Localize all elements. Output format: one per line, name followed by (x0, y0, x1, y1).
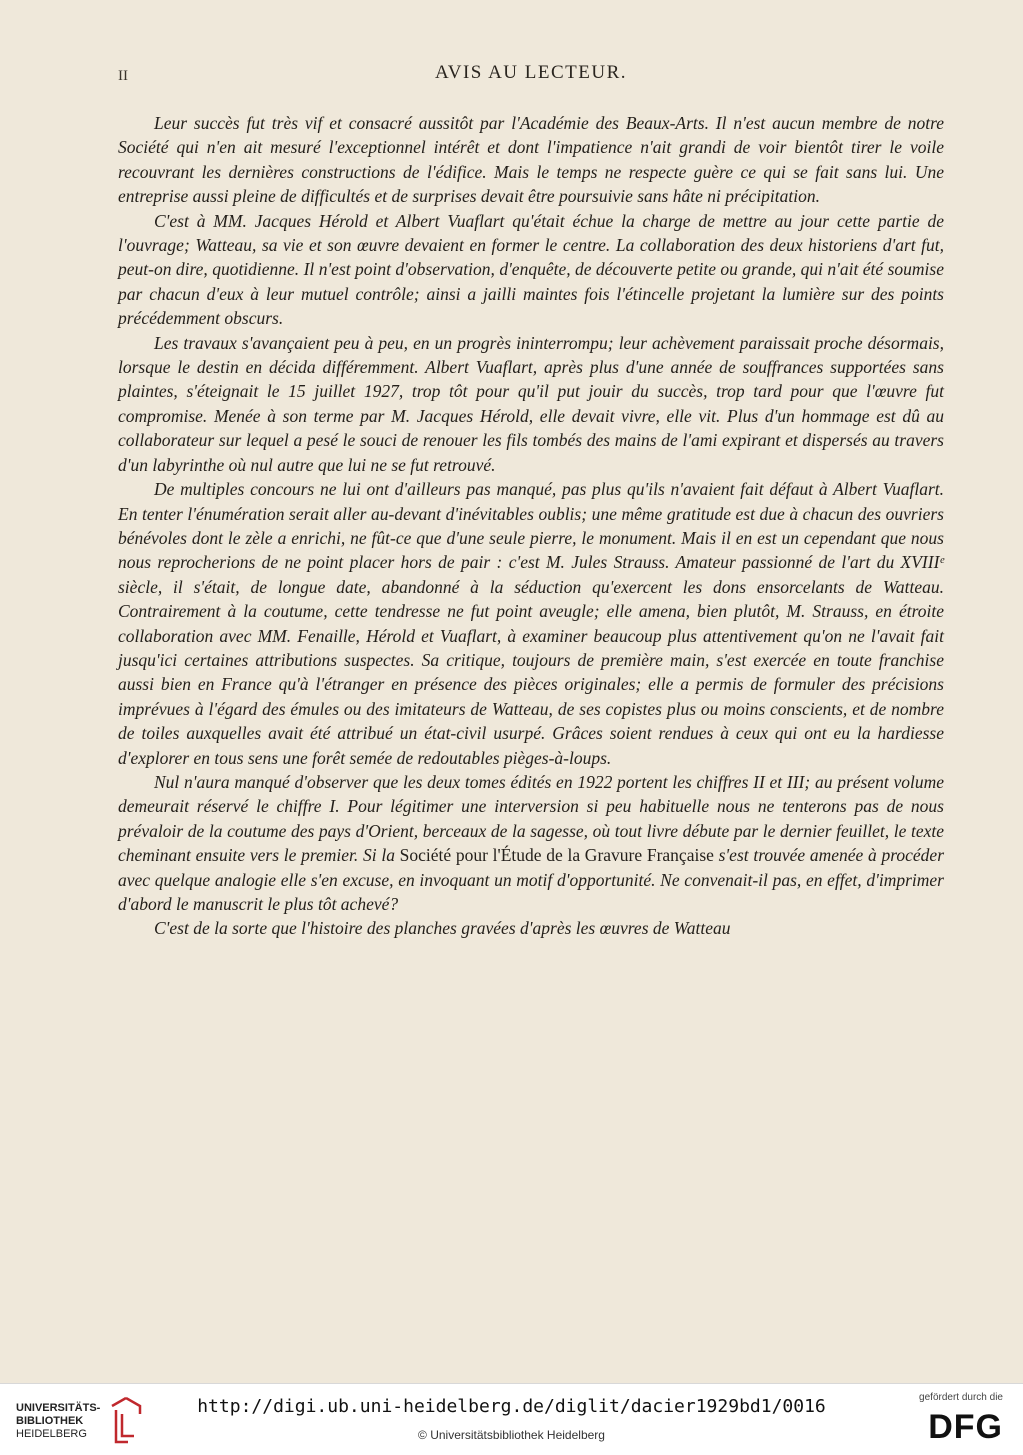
running-head (118, 62, 944, 92)
page-title: AVIS AU LECTEUR. (434, 62, 628, 83)
dfg-logo: DFG (928, 1408, 1003, 1446)
library-name-line1: UNIVERSITÄTS- (16, 1402, 101, 1414)
viewer-footer (0, 1383, 1023, 1455)
paragraph-1: Leur succès fut très vif et consacré aussitôt par l'Académie des Beaux-Arts. Il n'est aucun membre de notre Société qui n'en ait mesuré l'exceptionnel intérêt et dont l'impatience n'ait grandi de voir bientôt tirer le voile recouvrant les dernières constructions de l'édifice. Mais le temps ne respecte guère ce qui se fait sans lui. Une entreprise aussi pleine de difficultés et de surprises devait être poursuivie sans hâte ni précipitation. (118, 113, 944, 207)
paragraph-4: De multiples concours ne lui ont d'ailleurs pas manqué, pas plus qu'ils n'avaient fait défaut à Albert Vuaflart. En tenter l'énumération serait aller au-devant d'inévitables oublis; une même gratitude est due à chacun des ouvriers bénévoles dont le zèle a enrichi, ne fût-ce que d'une seule pierre, le monument. Mais il en est un cependant que nous nous reprocherions de ne point placer hors de pair : c'est M. Jules Strauss. Amateur passionné de l'art du XVIIIᵉ siècle, il s'était, de longue date, abandonné à la séduction qu'exercent les dons ensorcelants de Watteau. Contrairement à la coutume, cette tendresse ne fut point aveugle; elle amena, bien plutôt, M. Strauss, en étroite collaboration avec MM. Fenaille, Hérold et Vuaflart, à examiner beaucoup plus attentivement qu'on ne l'avait fait jusqu'ici certaines attributions suspectes. Sa critique, toujours de première main, s'est exercée en toute franchise aussi bien en France qu'à l'étranger en présence des pièces originales; elle a permis de formuler des précisions imprévues à l'égard des émules ou des imitateurs de Watteau, de ses copistes plus ou moins conscients, et de nombre de toiles auxquelles avait été attribué un état-civil usurpé. Grâces soient rendues à ceux qui ont eu la hardiesse d'explorer en tous sens une forêt semée de redoutables pièges-à-loups. (118, 479, 944, 768)
body-text (118, 111, 944, 941)
paragraph-2: C'est à MM. Jacques Hérold et Albert Vuaflart qu'était échue la charge de mettre au jour cette partie de l'ouvrage; Watteau, sa vie et son œuvre devaient en former le centre. La collaboration des deux historiens d'art fut, peut-on dire, quotidienne. Il n'est point d'observation, d'enquête, de découverte petite ou grande, qui n'ait été soumise par chacun d'eux à leur mutuel contrôle; ainsi a jailli maintes fois l'étincelle projetant la lumière sur des points précédemment obscurs. (118, 210, 944, 329)
paragraph-5-end: s'est trouvée amenée à procéder avec quelque analogie elle s'en excuse, en invoquant un motif d'opportunité. Ne convenait-il pas, en effet, d'imprimer d'abord le manuscrit le plus tôt achevé? (118, 845, 945, 914)
page-number: II (118, 68, 128, 84)
library-name-line2: BIBLIOTHEK (16, 1415, 84, 1427)
paragraph-5 (118, 770, 944, 916)
paragraph-3: Les travaux s'avançaient peu à peu, en un progrès ininterrompu; leur achèvement paraissait proche désormais, lorsque le destin en décida différemment. Albert Vuaflart, après plus d'une année de souffrances supportées sans plaintes, s'éteignait le 15 juillet 1927, trop tôt pour qu'il put jouir du succès, trop tard pour que l'œuvre fut compromise. Menée à son terme par M. Jacques Hérold, elle devait vivre, elle vit. Plus d'un hommage est dû au collaborateur sur lequel a pesé le souci de renouer les fils tombés des mains de l'ami expirant et dispersés au travers d'un labyrinthe où nul autre que lui ne se fut retrouvé. (118, 332, 944, 475)
society-name: Société pour l'Étude de la Gravure Française (399, 845, 714, 866)
permalink-url[interactable]: http://digi.ub.uni-heidelberg.de/diglit/dacier1929bd1/0016 (197, 1396, 826, 1417)
paragraph-6: C'est de la sorte que l'histoire des planches gravées d'après les œuvres de Watteau (154, 918, 731, 939)
library-name-line3: HEIDELBERG (16, 1428, 87, 1440)
copyright-notice: © Universitätsbibliothek Heidelberg (418, 1428, 605, 1442)
dfg-caption: gefördert durch die (919, 1392, 1003, 1403)
paragraph-5-start: Nul n'aura manqué d'observer que les deux tomes édités en 1922 portent les chiffres II et III; au présent volume demeurait réservé le chiffre I. Pour légitimer une interversion si peu habituelle nous ne tenterons pas de nous prévaloir de la coutume des pays d'Orient, berceaux de la sagesse, où tout livre débute par le dernier feuillet, le texte cheminant ensuite vers le premier. Si la (118, 771, 944, 866)
dfg-logo-block[interactable] (913, 1392, 1003, 1450)
